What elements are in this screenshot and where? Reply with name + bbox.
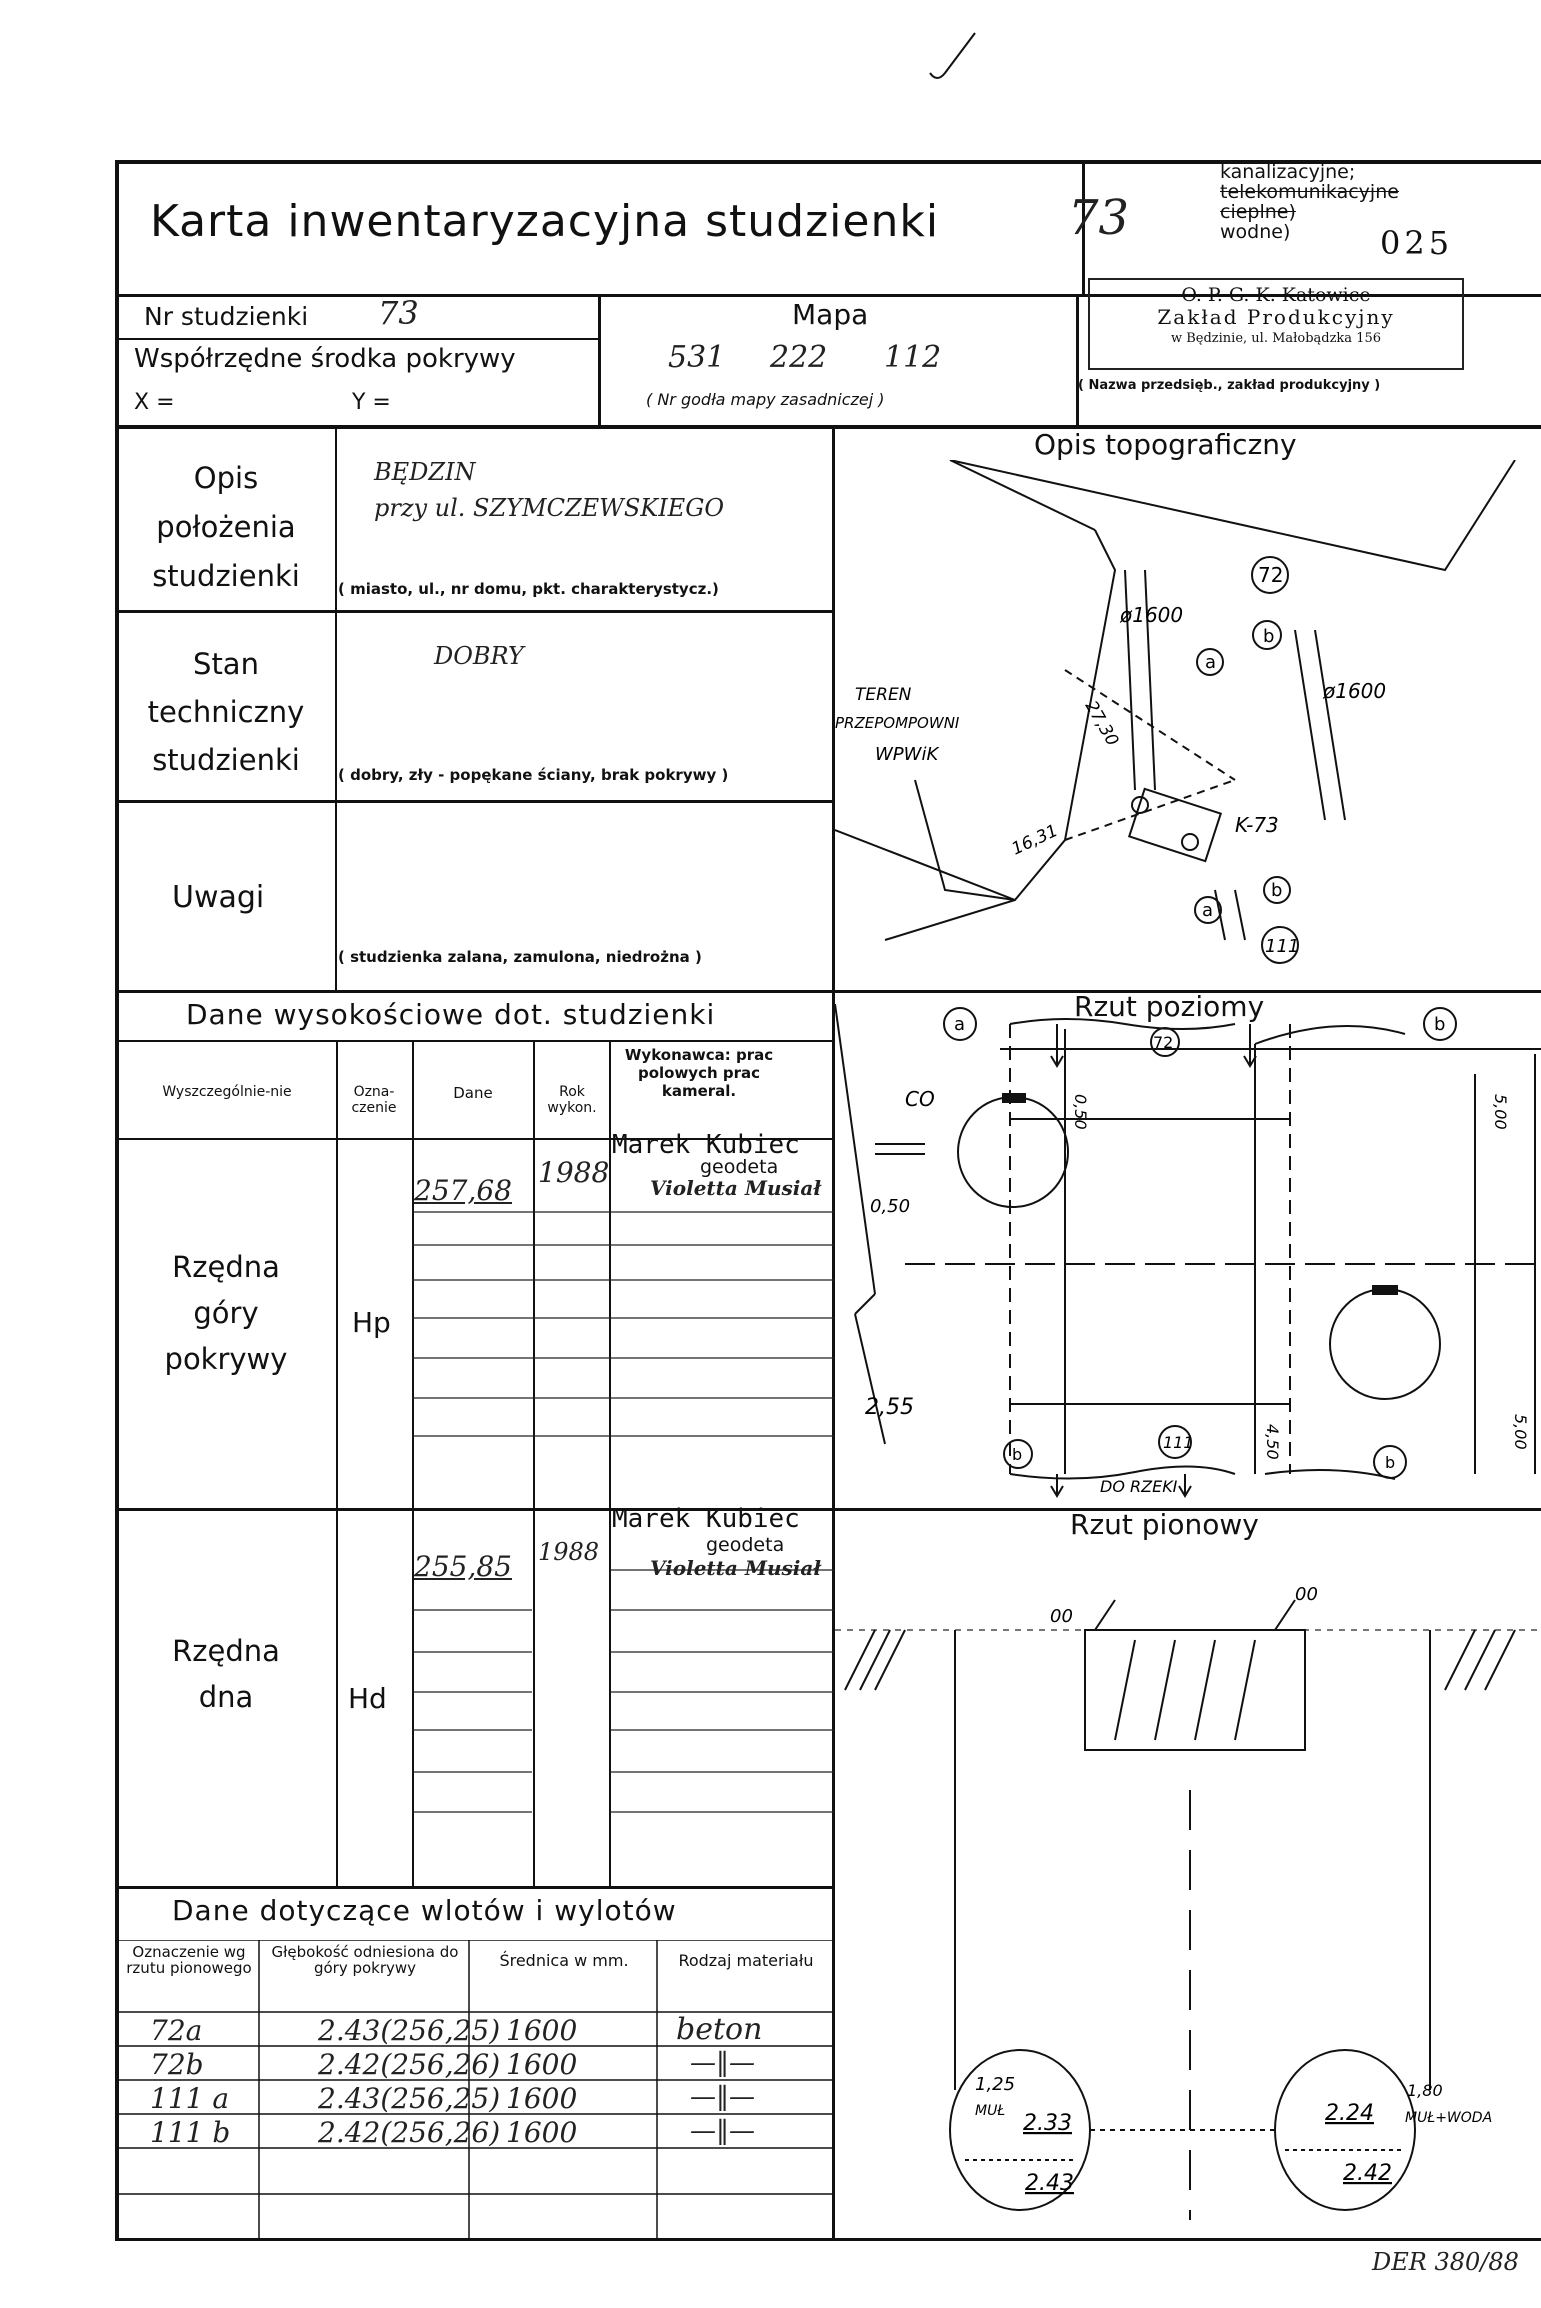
inlet-row-1-depth: 2.43(256,25) — [318, 2014, 501, 2047]
opis-value-line-1: BĘDZIN — [374, 458, 476, 486]
rp-label-a: a — [954, 1014, 966, 1035]
row-hd-performer: Marek Kubiec — [612, 1504, 800, 1534]
type-cieplne: cieplne) — [1220, 201, 1296, 223]
hdr-dane: Dane — [453, 1084, 493, 1102]
inlets-title: Dane dotyczące wlotów i wylotów — [172, 1894, 677, 1927]
row-hd-label-2: dna — [198, 1680, 254, 1714]
topo-title: Opis topograficzny — [1034, 428, 1297, 461]
inlet-row-2-depth: 2.42(256,26) — [318, 2048, 501, 2081]
mapa-number-3: 112 — [884, 340, 942, 375]
uwagi-label: Uwagi — [172, 880, 265, 915]
hdr-oznaczenie: Ozna-czenie — [351, 1084, 397, 1116]
inlets-hdr-diam: Średnica w mm. — [499, 1951, 629, 1970]
rp-label-111: 111 — [1163, 1433, 1194, 1452]
topo-label-d1600a: ø1600 — [1120, 603, 1184, 627]
left-col-divider — [335, 427, 337, 992]
topo-label-przepompowni: PRZEPOMPOWNI — [835, 714, 960, 732]
inlets-hdr-mark: Oznaczenie wg rzutu pionowego — [126, 1943, 252, 1977]
rv-label-00a: 00 — [1050, 1606, 1073, 1627]
topo-label-111: 111 — [1265, 936, 1300, 957]
ident-hline — [117, 338, 599, 340]
coords-label: Współrzędne środka pokrywy — [134, 344, 516, 374]
heights-title-line — [117, 1040, 833, 1042]
check-mark — [925, 28, 985, 88]
topo-label-b2: b — [1271, 880, 1283, 901]
row-hd-year: 1988 — [538, 1538, 600, 1566]
opis-value — [374, 454, 724, 526]
rv-label-mul: MUŁ — [975, 2103, 1006, 2119]
mapa-number-1: 531 — [668, 340, 726, 375]
opis-label-2: położenia — [156, 510, 296, 544]
rp-label-b3: b — [1385, 1453, 1396, 1472]
row-hp-year: 1988 — [538, 1156, 610, 1189]
topo-label-1631: 16,31 — [1008, 820, 1062, 860]
inlet-row-3-mark: 111 a — [150, 2082, 230, 2115]
well-type-list — [1220, 162, 1399, 242]
opis-caption: ( miasto, ul., nr domu, pkt. charakterystycz.) — [338, 580, 719, 598]
row-hp-value: 257,68 — [414, 1174, 512, 1207]
hdr-wykonawca: Wykonawca: prac polowych prac kameral. — [624, 1046, 774, 1100]
stamp-line-2: Zakład Produkcyjny — [1157, 305, 1395, 329]
inlet-row-3-diam: 1600 — [506, 2082, 578, 2115]
inlet-row-2-mark: 72b — [150, 2048, 204, 2081]
rp-label-450: 4,50 — [1263, 1424, 1282, 1460]
rp-label-050b: 0,50 — [870, 1196, 911, 1217]
inlet-row-2-material: —‖— — [690, 2048, 755, 2078]
rzut-pionowy-drawing — [835, 1540, 1541, 2238]
rv-label-242: 2.42 — [1343, 2161, 1392, 2186]
heights-col-1 — [336, 1040, 338, 1888]
topo-label-k73: K-73 — [1235, 813, 1279, 837]
inlet-row-4-depth: 2.42(256,26) — [318, 2116, 501, 2149]
rzut-pionowy-title: Rzut pionowy — [1070, 1508, 1259, 1541]
opis-label-1: Opis — [193, 461, 259, 495]
opis-value-line-2: przy ul. SZYMCZEWSKIEGO — [374, 494, 725, 522]
ident-divider — [115, 425, 1541, 429]
row-divider-2 — [117, 800, 833, 803]
title-number: 73 — [1068, 190, 1130, 246]
inlet-row-4-material: —‖— — [690, 2116, 755, 2146]
inlet-row-3-material: —‖— — [690, 2082, 755, 2112]
stamp-line-3: w Będzinie, ul. Małobądzka 156 — [1170, 331, 1382, 346]
company-stamp — [1088, 278, 1464, 370]
inlet-row-1-diam: 1600 — [506, 2014, 578, 2047]
topo-label-a2: a — [1202, 900, 1214, 921]
inlet-row-3-depth: 2.43(256,25) — [318, 2082, 501, 2115]
nr-label: Nr studzienki — [144, 302, 309, 331]
row-hp-performer: Marek Kubiec — [612, 1130, 800, 1160]
inlet-row-4-diam: 1600 — [506, 2116, 578, 2149]
opis-label-3: studzienki — [152, 559, 300, 593]
stan-label-2: techniczny — [147, 695, 305, 729]
rp-label-500b: 5,00 — [1511, 1414, 1530, 1450]
stan-label-1: Stan — [193, 647, 259, 681]
topo-label-2730: 27,30 — [1080, 697, 1123, 750]
row-hp-performer-title: geodeta — [700, 1156, 779, 1178]
stan-caption: ( dobry, zły - popękane ściany, brak pokrywy ) — [338, 766, 729, 784]
row-hd-value: 255,85 — [414, 1550, 512, 1583]
row-hp-label-3: pokrywy — [164, 1342, 288, 1376]
row-hd-signature: Violetta Musiał — [650, 1556, 822, 1580]
page-title: Karta inwentaryzacyjna studzienki — [150, 196, 940, 247]
row-hp-label-1: Rzędna — [172, 1250, 280, 1284]
rp-label-72: 72 — [1153, 1033, 1174, 1052]
rp-label-050a: 0,50 — [1071, 1094, 1090, 1130]
row-hd-performer-title: geodeta — [706, 1534, 785, 1556]
mapa-caption: ( Nr godła mapy zasadniczej ) — [646, 390, 885, 409]
rv-label-125: 1,25 — [975, 2074, 1016, 2095]
stan-label-3: studzienki — [152, 743, 300, 777]
topo-label-d1600b: ø1600 — [1323, 679, 1387, 703]
rp-label-b: b — [1434, 1014, 1446, 1035]
heights-title: Dane wysokościowe dot. studzienki — [186, 998, 716, 1031]
rp-label-255: 2,55 — [865, 1395, 914, 1420]
row-hp-signature: Violetta Musiał — [650, 1176, 822, 1200]
row-hp-label-2: góry — [193, 1296, 259, 1330]
row-divider-1 — [117, 610, 833, 613]
row-hd-label-1: Rzędna — [172, 1634, 280, 1668]
inlets-hdr-material: Rodzaj materiału — [678, 1951, 814, 1970]
rp-label-do-rzeki: DO RZEKI — [1100, 1477, 1178, 1496]
inlet-row-1-material: beton — [676, 2012, 763, 2047]
mapa-label: Mapa — [792, 298, 869, 331]
row-hp-label — [118, 1244, 334, 1382]
footer-code: DER 380/88 — [1372, 2248, 1519, 2276]
rp-label-b2: b — [1012, 1445, 1023, 1464]
ident-vdivider-1 — [598, 296, 601, 426]
topo-sketch — [835, 460, 1541, 990]
rp-label-co: CO — [905, 1087, 935, 1111]
type-kanalizacyjne: kanalizacyjne; — [1220, 161, 1356, 183]
rv-label-180: 1,80 — [1407, 2081, 1443, 2100]
uwagi-caption: ( studzienka zalana, zamulona, niedrożna ) — [338, 948, 702, 966]
rzut-poziomy-drawing — [835, 994, 1541, 1506]
topo-label-72: 72 — [1258, 563, 1284, 587]
row-hd-code: Hd — [348, 1682, 387, 1715]
rp-label-500a: 5,00 — [1491, 1094, 1510, 1130]
inlet-row-4-mark: 111 b — [150, 2116, 231, 2149]
hdr-rok: Rok wykon. — [547, 1084, 597, 1116]
rzut-poziomy-title: Rzut poziomy — [1074, 990, 1265, 1023]
mapa-number-2: 222 — [770, 340, 828, 375]
rv-label-00b: 00 — [1295, 1584, 1318, 1605]
type-telekomunikacyjne: telekomunikacyjne — [1220, 181, 1399, 203]
row-divider-3 — [117, 990, 1541, 993]
rv-label-224: 2.24 — [1325, 2101, 1374, 2126]
inlet-row-2-diam: 1600 — [506, 2048, 578, 2081]
stan-value: DOBRY — [434, 642, 524, 670]
rv-label-mul-woda: MUŁ+WODA — [1405, 2110, 1493, 2126]
y-label: Y = — [352, 390, 391, 415]
hdr-wyszczegolnienie: Wyszczególnie-nie — [162, 1084, 292, 1100]
rv-label-243: 2.43 — [1025, 2171, 1074, 2196]
card-code: 025 — [1380, 224, 1454, 262]
stan-label — [118, 640, 334, 784]
row-hd-label — [118, 1628, 334, 1720]
x-label: X = — [134, 390, 175, 415]
company-caption: ( Nazwa przedsięb., zakład produkcyjny ) — [1078, 378, 1381, 393]
inlets-hdr-depth: Głębokość odniesiona do góry pokrywy — [271, 1943, 459, 1977]
nr-value: 73 — [378, 294, 419, 332]
inlet-row-1-mark: 72a — [150, 2014, 203, 2047]
type-wodne: wodne) — [1220, 221, 1291, 243]
topo-label-b1: b — [1263, 626, 1275, 647]
ident-vdivider-2 — [1076, 296, 1079, 426]
rv-label-233: 2.33 — [1023, 2111, 1072, 2136]
topo-label-a1: a — [1205, 652, 1217, 673]
opis-label — [118, 454, 334, 601]
topo-label-wpwik: WPWiK — [875, 744, 939, 765]
row-hp-code: Hp — [352, 1306, 391, 1339]
topo-label-teren: TEREN — [855, 685, 912, 705]
stamp-line-1: O. P. G. K. Katowice — [1181, 284, 1371, 306]
